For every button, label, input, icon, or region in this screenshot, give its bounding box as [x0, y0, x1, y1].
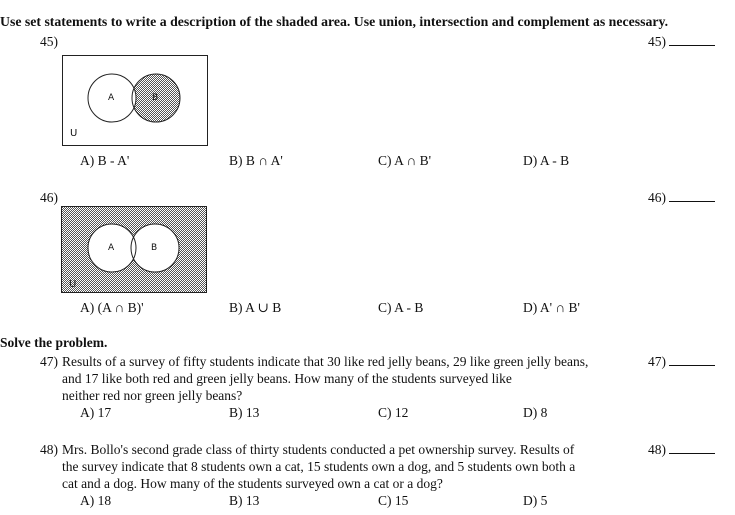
q48-choice-b[interactable]: B) 13: [229, 493, 260, 508]
q46-number: 46): [40, 190, 58, 205]
q48-choice-a[interactable]: A) 18: [80, 493, 112, 508]
q46-label-u: U: [69, 279, 77, 290]
q46-label-b: B: [151, 243, 158, 253]
q47-answer-blank[interactable]: [669, 364, 715, 366]
q47-choice-b[interactable]: B) 13: [229, 405, 260, 420]
q48-answer-blank[interactable]: [669, 452, 715, 454]
q46-answer-label: 46): [648, 190, 715, 206]
q46-label-a: A: [108, 243, 115, 253]
q45-venn-diagram: [62, 55, 209, 147]
q45-label-u: U: [70, 128, 78, 139]
solve-heading: Solve the problem.: [0, 335, 108, 350]
q47-text-line-1: Results of a survey of fifty students indicate that 30 like red jelly beans, 29 like green jelly beans,: [62, 354, 589, 369]
q47-choice-d[interactable]: D) 8: [523, 405, 548, 420]
q45-choice-c[interactable]: C) A ∩ B': [378, 153, 432, 168]
q46-choice-b[interactable]: B) A ∪ B: [229, 300, 282, 315]
q48-text-line-2: the survey indicate that 8 students own a cat, 15 students own a dog, and 5 students own both a: [62, 459, 576, 474]
q48-choice-c[interactable]: C) 15: [378, 493, 409, 508]
q45-answer-label: 45): [648, 34, 715, 50]
q45-choice-d[interactable]: D) A - B: [523, 153, 570, 168]
q46-choice-c[interactable]: C) A - B: [378, 300, 424, 315]
q47-choice-c[interactable]: C) 12: [378, 405, 409, 420]
q48-answer-label: 48): [648, 442, 715, 458]
q47-answer-label: 47): [648, 354, 715, 370]
q46-venn-diagram: [61, 206, 208, 294]
q47-choice-a[interactable]: A) 17: [80, 405, 112, 420]
q48-text-line-1: Mrs. Bollo's second grade class of thirty students conducted a pet ownership survey. Results of: [62, 442, 575, 457]
instructions-heading: Use set statements to write a description of the shaded area. Use union, intersection and complement as necessary.: [0, 14, 669, 29]
q45-number: 45): [40, 34, 58, 49]
q46-choice-a[interactable]: A) (A ∩ B)': [80, 300, 144, 315]
q45-choice-a[interactable]: A) B - A': [80, 153, 130, 168]
q48-number: 48): [40, 442, 58, 457]
q45-label-b: B: [152, 93, 159, 103]
q48-choice-d[interactable]: D) 5: [523, 493, 548, 508]
q45-choice-b[interactable]: B) B ∩ A': [229, 153, 283, 168]
q45-answer-blank[interactable]: [669, 44, 715, 46]
q48-text-line-3: cat and a dog. How many of the students surveyed own a cat or a dog?: [62, 476, 443, 491]
q45-label-a: A: [108, 93, 115, 103]
q47-text-line-2: and 17 like both red and green jelly beans. How many of the students surveyed like: [62, 371, 512, 386]
q47-text-line-3: neither red nor green jelly beans?: [62, 388, 243, 403]
q46-answer-blank[interactable]: [669, 200, 715, 202]
q46-choice-d[interactable]: D) A' ∩ B': [523, 300, 580, 315]
q47-number: 47): [40, 354, 58, 369]
